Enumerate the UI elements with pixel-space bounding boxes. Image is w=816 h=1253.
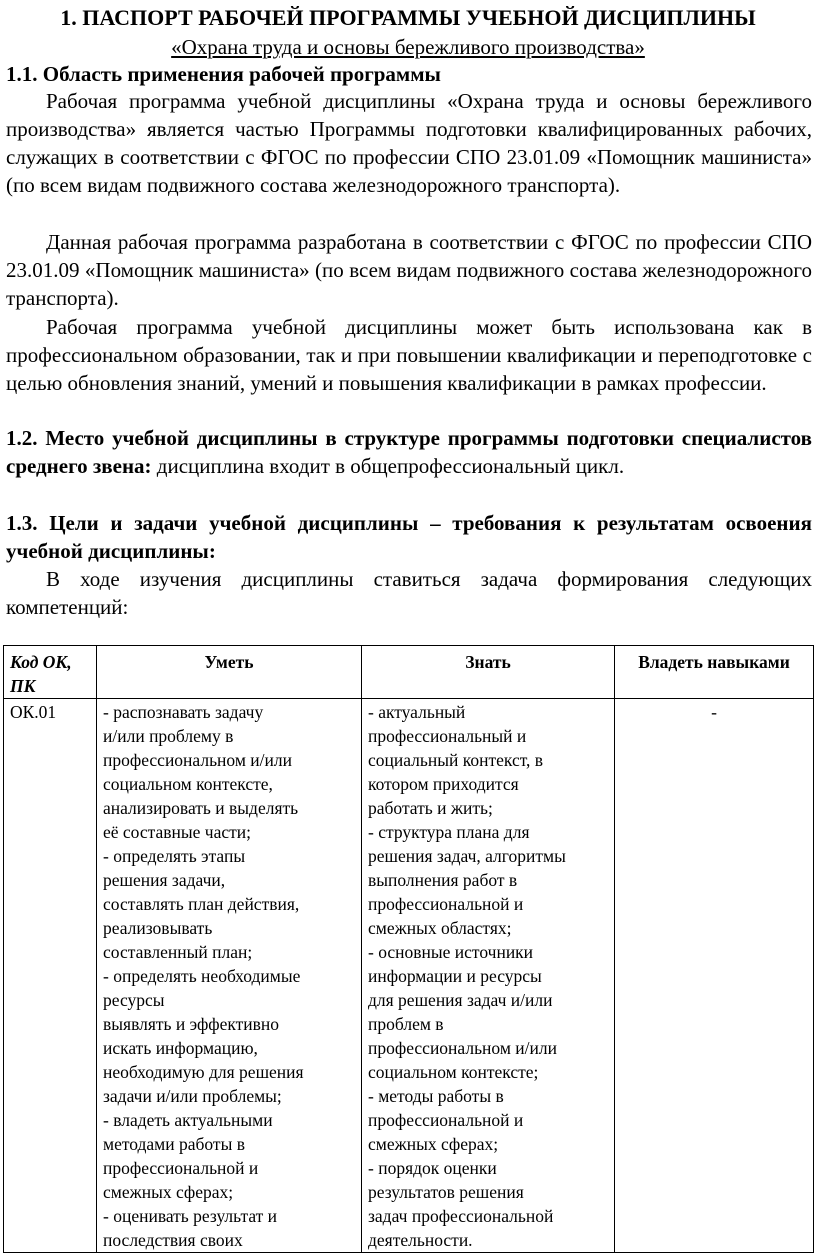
knowledge-line: профессиональной и [368,1110,524,1130]
table-header-row [4,646,814,699]
skills-line: методами работы в [103,1134,245,1154]
header-skills: Уметь [97,646,362,699]
skills-line: смежных сферах; [103,1182,234,1202]
skills-line: составленный план; [103,942,253,962]
section-1-1-heading: 1.1. Область применения рабочей программы [6,62,441,86]
knowledge-line: работать и жить; [368,798,493,818]
section-1-1-paragraph-2: Данная рабочая программа разработана в соответствии с ФГОС по профессии СПО 23.01.09 «Помощник машиниста» (по всем видам подвижного состава железнодорожного транспорта). [6,230,812,310]
knowledge-line: смежных областях; [368,918,512,938]
document-subtitle: «Охрана труда и основы бережливого производства» [171,35,645,59]
knowledge-line: задач профессиональной [368,1206,554,1226]
skills-line: анализировать и выделять [103,798,299,818]
skills-line: ресурсы [103,990,165,1010]
knowledge-line: - основные источники [368,942,534,962]
knowledge-line: смежных сферах; [368,1134,499,1154]
skills-line: задачи и/или проблемы; [103,1086,282,1106]
knowledge-line: информации и ресурсы [368,966,542,986]
skills-line: - определять этапы [103,846,246,866]
knowledge-line: для решения задач и/или [368,990,553,1010]
skills-line: социальном контексте, [103,774,273,794]
header-knowledge: Знать [362,646,615,699]
skills-line: выявлять и эффективно [103,1014,280,1034]
section-1-1-paragraph-1: Рабочая программа учебной дисциплины «Охрана труда и основы бережливого производства» является частью Программы подготовки квалифицированных рабочих, служащих в соответствии с ФГОС по профессии СПО 23.01.09 «Помощник машиниста» (по всем видам подвижного состава железнодорожного транспорта). [6,89,812,197]
cell-abilities: - [615,699,814,1253]
knowledge-line: профессиональной и [368,894,524,914]
skills-line: её составные части; [103,822,251,842]
table-row [4,699,814,1253]
document-title: 1. ПАСПОРТ РАБОЧЕЙ ПРОГРАММЫ УЧЕБНОЙ ДИСЦИПЛИНЫ [60,5,756,30]
knowledge-line: проблем в [368,1014,444,1034]
knowledge-line: профессиональный и [368,726,527,746]
knowledge-line: профессиональном и/или [368,1038,557,1058]
skills-line: - владеть актуальными [103,1110,273,1130]
header-abilities: Владеть навыками [615,646,814,699]
skills-line: решения задачи, [103,870,226,890]
knowledge-line: - актуальный [368,702,466,722]
skills-line: профессиональном и/или [103,750,292,770]
skills-line: - определять необходимые [103,966,301,986]
cell-skills [97,699,362,1253]
table-body [4,699,814,1253]
skills-line: и/или проблему в [103,726,234,746]
skills-line: последствия своих [103,1230,243,1250]
section-1-2-text: дисциплина входит в общепрофессиональный цикл. [151,454,625,478]
knowledge-line: решения задач, алгоритмы [368,846,566,866]
competencies-table [3,645,814,1253]
knowledge-line: - методы работы в [368,1086,504,1106]
header-code: Код ОК, ПК [4,646,97,699]
skills-line: - оценивать результат и [103,1206,278,1226]
knowledge-line: социальный контекст, в [368,750,544,770]
knowledge-line: результатов решения [368,1182,524,1202]
skills-line: реализовывать [103,918,213,938]
knowledge-line: котором приходится [368,774,519,794]
section-1-1-paragraph-3: Рабочая программа учебной дисциплины может быть использована как в профессиональном образовании, так и при повышении квалификации и переподготовке с целью обновления знаний, умений и повышения квалификации в рамках профессии. [6,315,812,395]
knowledge-line: - порядок оценки [368,1158,497,1178]
cell-knowledge [362,699,615,1253]
knowledge-line: деятельности. [368,1230,473,1250]
section-1-3-heading: 1.3. Цели и задачи учебной дисциплины – требования к результатам освоения учебной дисциплины: [6,511,812,563]
section-1-2-heading: 1.2. Место учебной дисциплины в структуре программы подготовки специалистов среднего звена: [6,426,812,478]
skills-line: - распознавать задачу [103,702,264,722]
knowledge-line: социальном контексте; [368,1062,539,1082]
section-1-3-text: В ходе изучения дисциплины ставиться задача формирования следующих компетенций: [6,567,812,619]
knowledge-line: - структура плана для [368,822,530,842]
knowledge-line: выполнения работ в [368,870,518,890]
skills-line: профессиональной и [103,1158,259,1178]
skills-line: составлять план действия, [103,894,300,914]
cell-code: ОК.01 [4,699,97,1253]
section-1-2-paragraph [6,424,812,480]
skills-line: искать информацию, [103,1038,258,1058]
skills-line: необходимую для решения [103,1062,304,1082]
